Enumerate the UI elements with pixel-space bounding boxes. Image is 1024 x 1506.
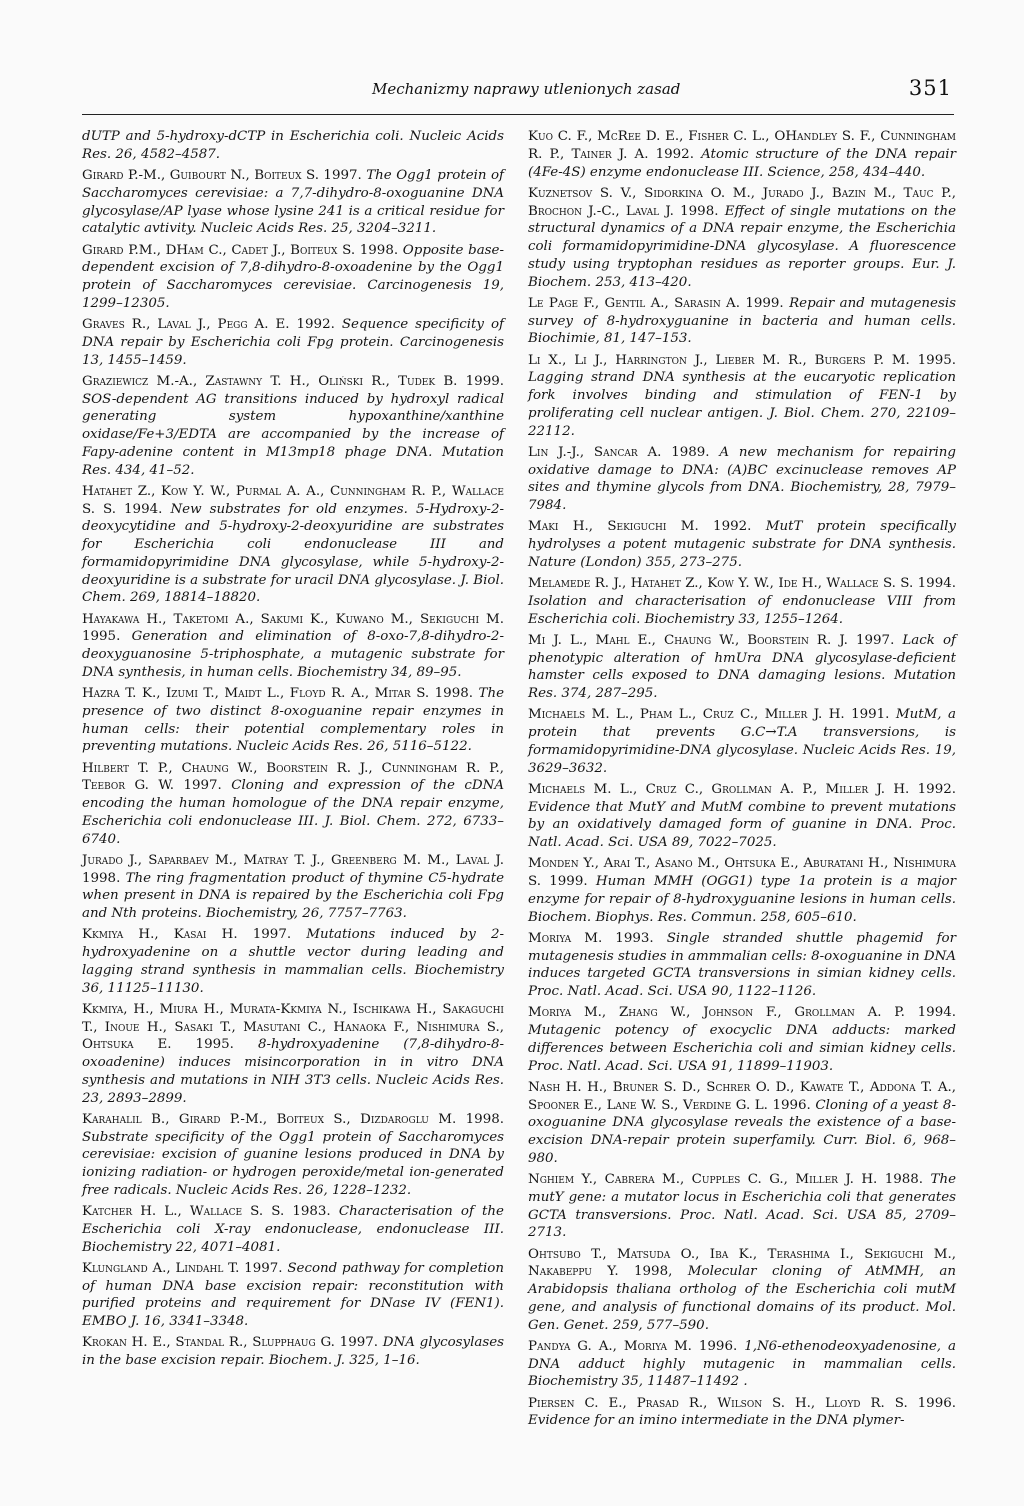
reference-authors: Maki H., Sekiguchi M. 1992.	[528, 519, 752, 535]
reference-text: Evidence that MutY and MutM combine to prevent mutations by an oxidatively damaged form of guanine in DNA. Proc. Natl. Acad. Sci. USA 89, 7022–7025.	[528, 799, 956, 850]
reference-authors: Melamede R. J., Hatahet Z., Kow Y. W., Ide H., Wallace S. S. 1994.	[528, 576, 956, 591]
reference-entry	[82, 1203, 504, 1256]
reference-text: Characterisation of the Escherichia coli X-ray endonuclease, endonuclease III. Biochemistry 22, 4071–4081.	[82, 1204, 504, 1255]
reference-authors: Kuo C. F., McRee D. E., Fisher C. L., OHandley S. F., Cunningham R. P., Tainer J. A. 1992.	[528, 129, 956, 162]
reference-entry	[528, 1079, 956, 1168]
reference-authors: Lin J.-J., Sancar A. 1989.	[528, 444, 710, 460]
reference-authors: Le Page F., Gentil A., Sarasin A. 1999.	[528, 295, 784, 311]
reference-authors: Graves R., Laval J., Pegg A. E. 1992.	[82, 317, 335, 332]
reference-authors: Michaels M. L., Pham L., Cruz C., Miller J. H. 1991.	[528, 707, 890, 723]
references-right-column	[528, 128, 956, 1434]
reference-text: Cloning of a yeast 8-oxoguanine DNA glycosylase reveals the existence of a base-excision DNA-repair protein superfamily. Curr. Biol. 6, 968–980.	[528, 1097, 956, 1166]
reference-authors: Kuznetsov S. V., Sidorkina O. M., Jurado J., Bazin M., Tauc P., Brochon J.-C., Laval J. 1998.	[528, 185, 956, 219]
reference-authors: Moriya M., Zhang W., Johnson F., Grollman A. P. 1994.	[528, 1005, 956, 1021]
reference-text: SOS-dependent AG transitions induced by hydroxyl radical generating system hypoxanthine/xanthine oxidase/Fe+3/EDTA are accompanied by the increase of Fapy-adenine content in M13mp18 phage DNA. Mutation Res. 434, 41–52.	[82, 391, 504, 478]
reference-authors: Jurado J., Saparbaev M., Matray T. J., Greenberg M. M., Laval J. 1998.	[82, 852, 504, 886]
reference-entry	[82, 1111, 504, 1200]
reference-entry	[528, 185, 956, 292]
reference-authors: Katcher H. L., Wallace S. S. 1983.	[82, 1204, 331, 1219]
reference-entry	[528, 352, 956, 441]
reference-entry	[528, 855, 956, 926]
reference-authors: Karahalil B., Girard P.-M., Boiteux S., Dizdaroglu M. 1998.	[82, 1111, 504, 1127]
reference-authors: Pandya G. A., Moriya M. 1996.	[528, 1338, 738, 1354]
reference-entry	[82, 611, 504, 682]
reference-authors: Klungland A., Lindahl T. 1997.	[82, 1260, 283, 1276]
reference-entry	[82, 128, 504, 164]
reference-authors: Krokan H. E., Standal R., Slupphaug G. 1997.	[82, 1335, 379, 1351]
reference-entry	[82, 483, 504, 607]
reference-authors: Ohtsubo T., Matsuda O., Iba K., Terashima I., Sekiguchi M., Nakabeppu Y. 1998,	[528, 1246, 956, 1280]
reference-text: Molecular cloning of AtMMH, an Arabidopsis thaliana ortholog of the Escherichia coli mutM gene, and analysis of functional domains of its product. Mol. Gen. Genet. 259, 577–590.	[528, 1264, 957, 1333]
reference-entry	[82, 760, 504, 849]
reference-entry	[82, 1001, 504, 1108]
reference-entry	[528, 1004, 956, 1075]
reference-entry	[528, 128, 956, 181]
reference-authors: Li X., Li J., Harrington J., Lieber M. R., Burgers P. M. 1995.	[528, 352, 956, 368]
reference-entry	[82, 167, 504, 238]
reference-text: 8-hydroxyadenine (7,8-dihydro-8-oxoadenine) induces misincorporation in in vitro DNA synthesis and mutations in NIH 3T3 cells. Nucleic Acids Res. 23, 2893–2899.	[82, 1037, 504, 1106]
reference-entry	[82, 242, 504, 313]
reference-authors: Kkmiya, H., Miura H., Murata-Kkmiya N., Ischikawa H., Sakaguchi T., Inoue H., Sasaki T., Masutani C., Hanaoka F., Nishimura S., Ohtsuka E. 1995.	[82, 1001, 504, 1053]
reference-authors: Piersen C. E., Prasad R., Wilson S. H., Lloyd R. S. 1996.	[528, 1395, 956, 1411]
reference-authors: Monden Y., Arai T., Asano M., Ohtsuka E., Aburatani H., Nishimura S. 1999.	[528, 856, 956, 889]
reference-authors: Nghiem Y., Cabrera M., Cupples C. G., Miller J. H. 1988.	[528, 1172, 924, 1187]
reference-text: New substrates for old enzymes. 5-Hydroxy-2-deoxycytidine and 5-hydroxy-2-deoxyuridine are substrates for Escherichia coli endonuclease III and formamidopyrimidine DNA glycosylase, while 5-hydroxy-2-deoxyuridine is a substrate for uracil DNA glycosylase. J. Biol. Chem. 269, 18814–18820.	[82, 501, 504, 606]
reference-text: Atomic structure of the DNA repair (4Fe-4S) enzyme endonuclease III. Science, 258, 434–440.	[528, 146, 956, 180]
reference-entry	[82, 852, 504, 923]
reference-text: Substrate specificity of the Ogg1 protein of Saccharomyces cerevisiae: excision of guanine lesions produced in DNA by ionizing radiation- or hydrogen peroxide/metal ion-generated free radicals. Nucleic Acids Res. 26, 1228–1232.	[82, 1129, 504, 1198]
reference-entry	[82, 1260, 504, 1331]
reference-entry	[82, 926, 504, 997]
reference-text: Mutagenic potency of exocyclic DNA adducts: marked differences between Escherichia coli and simian kidney cells. Proc. Natl. Acad. Sci. USA 91, 11899–11903.	[528, 1023, 956, 1074]
reference-authors: Hatahet Z., Kow Y. W., Purmal A. A., Cunningham R. P., Wallace S. S. 1994.	[82, 483, 504, 517]
page-number: 351	[908, 76, 952, 100]
reference-text: DNA glycosylases in the base excision repair. Biochem. J. 325, 1–16.	[82, 1335, 505, 1368]
reference-entry	[82, 685, 504, 756]
reference-authors: Moriya M. 1993.	[528, 930, 654, 946]
reference-text: Lack of phenotypic alteration of hmUra DNA glycosylase-deficient hamster cells exposed to DNA damaging lesions. Mutation Res. 374, 287–295.	[528, 632, 956, 701]
reference-text: Cloning and expression of the cDNA encoding the human homologue of the DNA repair enzyme, Escherichia coli endonuclease III. J. Biol. Chem. 272, 6733–6740.	[82, 778, 505, 847]
reference-entry	[528, 632, 956, 703]
reference-entry	[528, 930, 956, 1001]
reference-entry	[528, 518, 956, 571]
reference-entry	[528, 575, 956, 628]
reference-text: The mutY gene: a mutator locus in Escherichia coli that generates GCTA transversions. Proc. Natl. Acad. Sci. USA 85, 2709–2713.	[528, 1172, 956, 1241]
reference-entry	[528, 781, 956, 852]
reference-entry	[528, 444, 956, 515]
reference-text: 1,N6-ethenodeoxyadenosine, a DNA adduct highly mutagenic in mammalian cells. Biochemistry 35, 11487–11492 .	[528, 1338, 956, 1390]
reference-authors: Girard P.-M., Guibourt N., Boiteux S. 1997.	[82, 168, 362, 183]
reference-entry	[82, 316, 504, 369]
reference-text: Human MMH (OGG1) type 1a protein is a major enzyme for repair of 8-hydroxyguanine lesions in human cells. Biochem. Biophys. Res. Commun. 258, 605–610.	[528, 874, 956, 925]
reference-text: dUTP and 5-hydroxy-dCTP in Escherichia coli. Nucleic Acids Res. 26, 4582–4587.	[82, 129, 504, 162]
reference-entry	[528, 295, 956, 348]
reference-text: MutM, a protein that prevents G.C→T.A transversions, is formamidopyrimidine-DNA glycosylase. Nucleic Acids Res. 19, 3629–3632.	[528, 707, 956, 776]
reference-text: Generation and elimination of 8-oxo-7,8-dihydro-2-deoxyguanosine 5-triphosphate, a mutagenic substrate for DNA synthesis, in human cells. Biochemistry 34, 89–95.	[82, 629, 504, 680]
reference-authors: Graziewicz M.-A., Zastawny T. H., Oliński R., Tudek B. 1999.	[82, 373, 504, 389]
reference-entry	[82, 1334, 504, 1370]
reference-text: Second pathway for completion of human DNA base excision repair: reconstitution with purified proteins and requirement for DNase IV (FEN1). EMBO J. 16, 3341–3348.	[82, 1260, 504, 1329]
running-header	[82, 74, 954, 115]
reference-text: Opposite base-dependent excision of 7,8-dihydro-8-oxoadenine by the Ogg1 protein of Saccharomyces cerevisiae. Carcinogenesis 19, 1299–12305.	[82, 242, 504, 311]
reference-entry	[528, 706, 956, 777]
references-left-column	[82, 128, 504, 1373]
reference-text: The Ogg1 protein of Saccharomyces cerevisiae: a 7,7-dihydro-8-oxoguanine DNA glycosylase/AP lyase whose lysine 241 is a critical residue for catalytic avtivity. Nucleic Acids Res. 25, 3204–3211.	[82, 168, 505, 237]
reference-text: Repair and mutagenesis survey of 8-hydroxyguanine in bacteria and human cells. Biochimie, 81, 147–153.	[528, 295, 956, 347]
reference-authors: Mi J. L., Mahl E., Chaung W., Boorstein R. J. 1997.	[528, 632, 895, 648]
reference-text: Lagging strand DNA synthesis at the eucaryotic replication fork involves binding and stimulation of FEN-1 by proliferating cell nuclear antigen. J. Biol. Chem. 270, 22109–22112.	[528, 370, 956, 439]
running-title: Mechanizmy naprawy utlenionych zasad	[372, 80, 681, 98]
reference-entry	[528, 1338, 956, 1391]
reference-text: Sequence specificity of DNA repair by Escherichia coli Fpg protein. Carcinogenesis 13, 1455–1459.	[82, 317, 504, 368]
reference-text: Mutations induced by 2-hydroxyadenine on a shuttle vector during leading and lagging strand synthesis in mammalian cells. Biochemistry 36, 11125–11130.	[82, 927, 504, 996]
reference-authors: Hilbert T. P., Chaung W., Boorstein R. J., Cunningham R. P., Teebor G. W. 1997.	[82, 760, 504, 794]
reference-entry	[528, 1246, 956, 1335]
reference-authors: Hayakawa H., Taketomi A., Sakumi K., Kuwano M., Sekiguchi M. 1995.	[82, 611, 504, 645]
reference-authors: Girard P.M., DHam C., Cadet J., Boiteux S. 1998.	[82, 242, 399, 258]
reference-authors: Michaels M. L., Cruz C., Grollman A. P., Miller J. H. 1992.	[528, 781, 956, 797]
reference-authors: Hazra T. K., Izumi T., Maidt L., Floyd R. A., Mitar S. 1998.	[82, 686, 473, 701]
reference-text: The ring fragmentation product of thymine C5-hydrate when present in DNA is repaired by the Escherichia coli Fpg and Nth proteins. Biochemistry, 26, 7757–7763.	[82, 870, 504, 921]
reference-entry	[82, 373, 504, 480]
reference-text: The presence of two distinct 8-oxoguanine repair enzymes in human cells: their potential complementary roles in preventing mutations. Nucleic Acids Res. 26, 5116–5122.	[82, 686, 504, 755]
reference-entry	[528, 1395, 956, 1431]
reference-text: Effect of single mutations on the structural dynamics of a DNA repair enzyme, the Escherichia coli formamidopyrimidine-DNA glycosylase. A fluorescence study using tryptophan residues as reporter groups. Eur. J. Biochem. 253, 413–420.	[528, 203, 956, 290]
reference-text: MutT protein specifically hydrolyses a potent mutagenic substrate for DNA synthesis. Nature (London) 355, 273–275.	[528, 519, 956, 570]
reference-authors: Nash H. H., Bruner S. D., Schrer O. D., Kawate T., Addona T. A., Spooner E., Lane W. S., Verdine G. L. 1996.	[528, 1079, 956, 1113]
reference-authors: Kkmiya H., Kasai H. 1997.	[82, 927, 292, 943]
reference-text: Evidence for an imino intermediate in the DNA plymer-	[528, 1413, 905, 1429]
reference-text: Single stranded shuttle phagemid for mutagenesis studies in ammmalian cells: 8-oxoguanine in DNA induces targeted GCTA transversions in simian kidney cells. Proc. Natl. Acad. Sci. USA 90, 1122–1126.	[528, 930, 956, 999]
reference-entry	[528, 1171, 956, 1242]
reference-text: A new mechanism for repairing oxidative damage to DNA: (A)BC excinuclease removes AP sites and thymine glycols from DNA. Biochemistry, 28, 7979–7984.	[528, 444, 956, 513]
reference-text: Isolation and characterisation of endonuclease VIII from Escherichia coli. Biochemistry 33, 1255–1264.	[528, 593, 956, 627]
